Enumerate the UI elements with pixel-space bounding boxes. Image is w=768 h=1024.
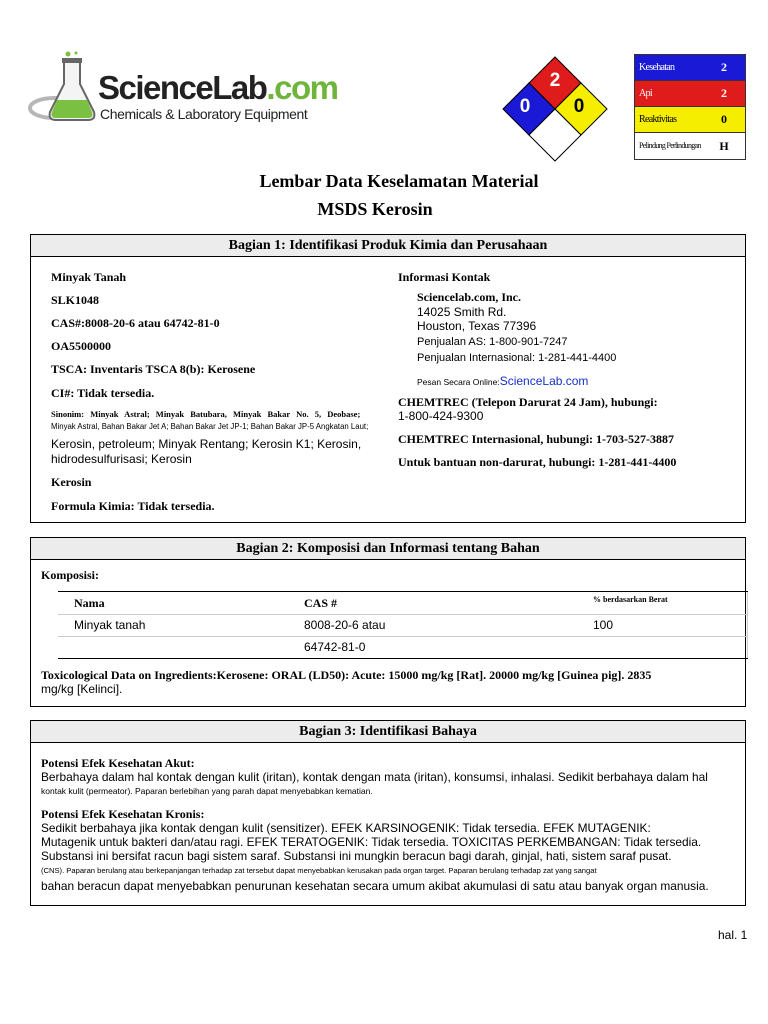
address-line-1: 14025 Smith Rd.: [417, 305, 507, 319]
toxicology-data: Toxicological Data on Ingredients:Kerosene: ORAL (LD50): Acute: 15000 mg/kg [Rat]. 20000 mg/kg [Guinea pig]. 2835: [41, 668, 652, 682]
flask-icon: [28, 50, 108, 130]
rating-label: Reaktivitas: [639, 114, 677, 125]
rating-row-fire: [635, 81, 745, 107]
chemical-name: Kerosin: [51, 475, 92, 489]
rating-value: 0: [721, 112, 727, 126]
column-header-cas: CAS #: [304, 596, 338, 610]
rating-label: Api: [639, 88, 652, 99]
nfpa-reactivity-value: 0: [573, 96, 585, 117]
section-2: [30, 537, 746, 707]
acute-effects-line-1: Berbahaya dalam hal kontak dengan kulit (iritan), kontak dengan mata (iritan), konsumsi, inhalasi. Sedikit berbahaya dalam hal: [41, 770, 708, 784]
toxicology-data-continued: mg/kg [Kelinci].: [41, 682, 123, 696]
company-name: Sciencelab.com, Inc.: [417, 290, 521, 304]
synonyms-line-4: hidrodesulfurisasi; Kerosin: [51, 452, 192, 466]
logo-tagline: Chemicals & Laboratory Equipment: [100, 106, 308, 122]
chronic-effects-heading: Potensi Efek Kesehatan Kronis:: [41, 807, 205, 821]
column-header-weight: % berdasarkan Berat: [593, 595, 668, 604]
sales-international: Penjualan Internasional: 1-281-441-4400: [417, 352, 617, 364]
section-2-heading: Bagian 2: Komposisi dan Informasi tentang Bahan: [31, 538, 745, 560]
chronic-effects-line-4: (CNS). Paparan berulang atau berkepanjangan terhadap zat tersebut dapat menyebabkan kerusakan pada organ target. Paparan berulang terhadap zat yang sangat: [41, 866, 597, 875]
ci-info: CI#: Tidak tersedia.: [51, 386, 155, 400]
section-1: [30, 234, 746, 523]
synonyms-line-3: Kerosin, petroleum; Minyak Rentang; Kerosin K1; Kerosin,: [51, 437, 362, 451]
document-title: Lembar Data Keselamatan Material: [259, 171, 539, 191]
table-cell-cas: 64742-81-0: [304, 640, 366, 654]
rtecs-number: OA5500000: [51, 339, 111, 353]
table-cell-weight: 100: [593, 618, 614, 632]
logo-science: Science: [98, 69, 213, 106]
table-cell-name: Minyak tanah: [74, 618, 146, 632]
column-header-name: Nama: [74, 596, 105, 610]
rating-value: H: [719, 138, 729, 153]
chronic-effects-line-5: bahan beracun dapat menyebabkan penurunan kesehatan secara umum akibat akumulasi di satu atau banyak organ manusia.: [41, 879, 709, 893]
nfpa-fire-value: 2: [549, 70, 561, 91]
acute-effects-line-2: kontak kulit (permeator). Paparan berlebihan yang parah dapat menyebabkan kematian.: [41, 786, 373, 796]
hazard-rating-table: [634, 54, 746, 160]
document-subtitle: MSDS Kerosin: [317, 199, 433, 219]
tsca-info: TSCA: Inventaris TSCA 8(b): Kerosene: [51, 362, 256, 376]
chemtrec-phone: 1-800-424-9300: [398, 409, 484, 423]
section-1-heading: Bagian 1: Identifikasi Produk Kimia dan Perusahaan: [31, 235, 745, 257]
product-name: Minyak Tanah: [51, 270, 127, 284]
table-cell-cas: 8008-20-6 atau: [304, 618, 386, 632]
sales-us: Penjualan AS: 1-800-901-7247: [417, 336, 568, 348]
page-number: hal. 1: [718, 928, 748, 942]
acute-effects-heading: Potensi Efek Kesehatan Akut:: [41, 756, 195, 770]
logo-lab: Lab: [212, 69, 267, 106]
nfpa-diamond: [502, 56, 608, 162]
non-emergency-contact: Untuk bantuan non-darurat, hubungi: 1-281-441-4400: [398, 455, 677, 469]
cas-number: CAS#:8008-20-6 atau 64742-81-0: [51, 316, 220, 330]
order-online-link[interactable]: ScienceLab.com: [499, 374, 589, 388]
composition-table: [58, 591, 748, 659]
chemical-formula: Formula Kimia: Tidak tersedia.: [51, 499, 215, 513]
synonyms-line-2: Minyak Astral, Bahan Bakar Jet A; Bahan Bakar Jet JP-1; Bahan Bakar JP-5 Angkatan Laut;: [51, 422, 369, 431]
nfpa-health-value: 0: [519, 96, 531, 117]
chemtrec-label: CHEMTREC (Telepon Darurat 24 Jam), hubungi:: [398, 395, 658, 409]
chemtrec-international: CHEMTREC Internasional, hubungi: 1-703-527-3887: [398, 432, 675, 446]
rating-row-protection: [635, 133, 745, 159]
chronic-effects-line-1: Sedikit berbahaya jika kontak dengan kulit (sensitizer). EFEK KARSINOGENIK: Tidak tersedia. EFEK MUTAGENIK:: [41, 821, 651, 835]
order-online-label: Pesan Secara Online:: [417, 377, 500, 387]
address-line-2: Houston, Texas 77396: [417, 319, 537, 333]
catalog-code: SLK1048: [51, 293, 100, 307]
chronic-effects-line-2: Mutagenik untuk bakteri dan/atau ragi. EFEK TERATOGENIK: Tidak tersedia. TOXICITAS PERKEMBANGAN: Tidak tersedia.: [41, 835, 702, 849]
logo: [28, 50, 338, 130]
chronic-effects-line-3: Substansi ini bersifat racun bagi sistem saraf. Substansi ini mungkin beracun bagi darah, ginjal, hati, sistem saraf pusat.: [41, 849, 672, 863]
contact-heading: Informasi Kontak: [398, 270, 491, 284]
composition-label: Komposisi:: [41, 568, 100, 582]
rating-row-reactivity: [635, 107, 745, 133]
rating-label: Kesehatan: [639, 62, 675, 73]
rating-label: Pelindung Perlindungan: [639, 141, 701, 150]
rating-row-health: [635, 55, 745, 81]
section-3-heading: Bagian 3: Identifikasi Bahaya: [31, 721, 745, 743]
synonyms-line-1: Sinonim: Minyak Astral; Minyak Batubara, Minyak Bakar No. 5, Deobase;: [51, 409, 361, 419]
logo-dotcom: .com: [266, 69, 338, 106]
rating-value: 2: [721, 60, 727, 74]
section-3: [30, 720, 746, 906]
rating-value: 2: [721, 86, 727, 100]
